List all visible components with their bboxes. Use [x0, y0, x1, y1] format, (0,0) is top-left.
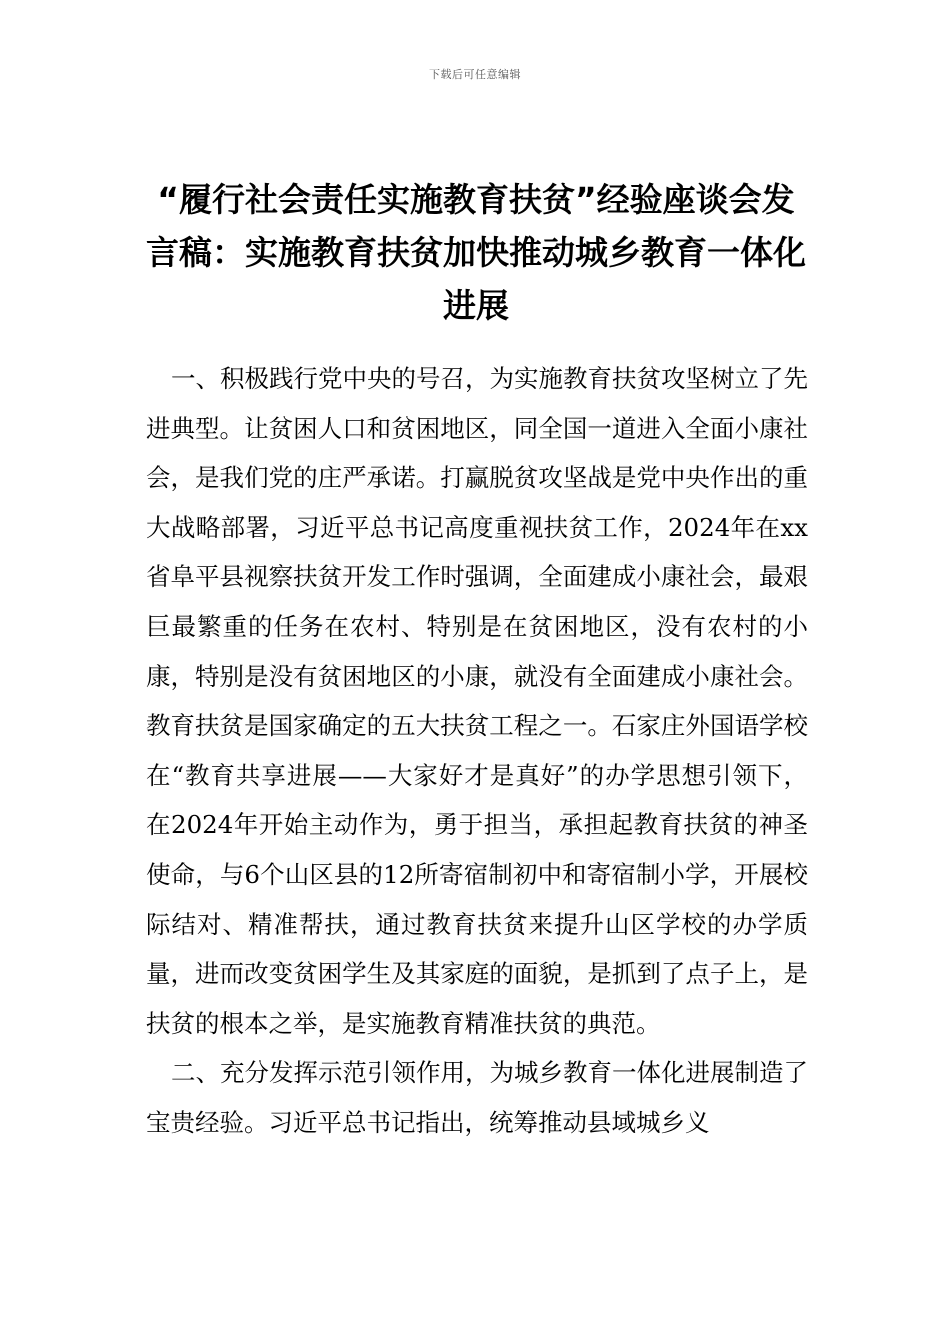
paragraph-2: 二、充分发挥示范引领作用，为城乡教育一体化进展制造了宝贵经验。习近平总书记指出，统筹推动县域城乡义: [146, 1058, 808, 1137]
document-body: [146, 354, 808, 1148]
header-note: 下载后可任意编辑: [429, 68, 521, 81]
paragraph-1: 一、积极践行党中央的号召，为实施教育扶贫攻坚树立了先进典型。让贫困人口和贫困地区，同全国一道进入全面小康社会，是我们党的庄严承诺。打赢脱贫攻坚战是党中央作出的重大战略部署，习近平总书记高度重视扶贫工作，2024年在xx省阜平县视察扶贫开发工作时强调，全面建成小康社会，最艰巨最繁重的任务在农村、特别是在贫困地区，没有农村的小康，特别是没有贫困地区的小康，就没有全面建成小康社会。教育扶贫是国家确定的五大扶贫工程之一。石家庄外国语学校在“教育共享进展——大家好才是真好”的办学思想引领下，在2024年开始主动作为，勇于担当，承担起教育扶贫的神圣使命，与6个山区县的12所寄宿制初中和寄宿制小学，开展校际结对、精准帮扶，通过教育扶贫来提升山区学校的办学质量，进而改变贫困学生及其家庭的面貌，是抓到了点子上，是扶贫的根本之举，是实施教育精准扶贫的典范。: [146, 364, 808, 1038]
document-title: “履行社会责任实施教育扶贫”经验座谈会发言稿：实施教育扶贫加快推动城乡教育一体化进展: [146, 180, 806, 325]
